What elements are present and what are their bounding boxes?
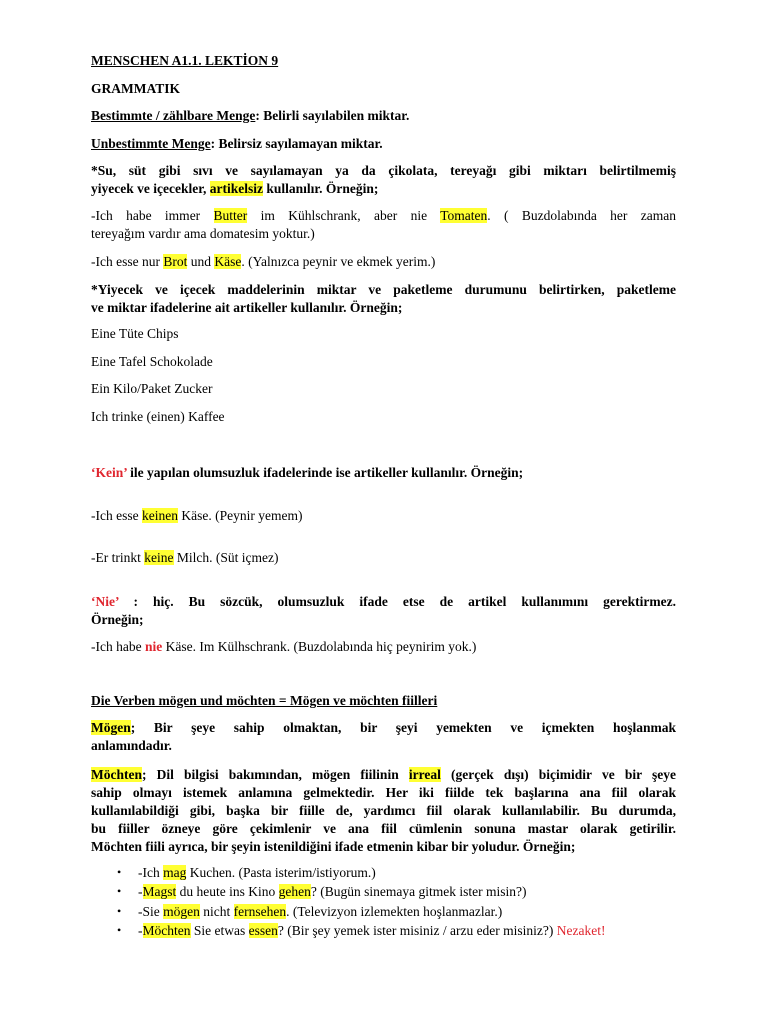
nezaket-note: Nezaket! [556,923,606,938]
packaging-example: Eine Tüte Chips [91,326,179,341]
text: du heute ins Kino [176,884,279,899]
term-unbestimmte: Unbestimmte Menge [91,136,211,151]
text: ? (Bugün sinemaya gitmek ister misin?) [310,884,527,899]
text: -Er trinkt [91,550,145,565]
moechten-line4: bu fiiller özneye göre çekimlenir ve ana fiil cümlenin sonuna mastar olarak getirilir. [91,821,676,836]
text: -Sie [138,904,164,919]
text: (gerçek dışı) biçimidir ve bir şeye [440,767,676,782]
example1-line2: tereyağım vardır ama domatesim yoktur.) [91,226,315,241]
highlight-magst: Magst [142,884,177,899]
text: Sie etwas [190,923,249,938]
section-heading: GRAMMATIK [91,81,180,96]
text: und [187,254,215,269]
text: Käse. (Peynir yemem) [177,508,303,523]
highlight-irreal: irreal [408,767,441,782]
text: Milch. (Süt içmez) [173,550,279,565]
rule1-line1: *Su, süt gibi sıvı ve sayılamayan ya da çikolata, tereyağı gibi miktarı belirtilmemiş [91,163,676,178]
text: ? (Bir şey yemek ister misiniz / arzu eder misiniz?) [277,923,557,938]
text: ; Dil bilgisi bakımından, mögen fiilinin [142,767,409,782]
bullet-icon: • [117,923,122,937]
text: kullanılır. Örneğin; [262,181,379,196]
highlight-keinen: keinen [141,508,178,523]
text: im Kühlschrank, aber nie [247,208,441,223]
highlight-mag: mag [163,865,187,880]
moegen-line2: anlamındadır. [91,738,172,753]
lesson-title: MENSCHEN A1.1. LEKTİON 9 [91,53,279,68]
text: Kuchen. (Pasta isterim/istiyorum.) [186,865,376,880]
highlight-moegen-2: mögen [163,904,200,919]
highlight-fernsehen: fernsehen [233,904,287,919]
highlight-moechten-2: Möchten [142,923,191,938]
bullet-icon: • [117,904,122,918]
text: ; Bir şeye sahip olmaktan, bir şeyi yemekten ve içmekten hoşlanmak [130,720,676,735]
kein-example-2 [91,549,676,566]
packaging-example: Ein Kilo/Paket Zucker [91,381,213,396]
highlight-keine: keine [144,550,174,565]
bullet-item-3 [138,903,502,920]
moechten-line1 [91,766,676,783]
bullet-icon: • [117,884,122,898]
text: - [138,884,143,899]
bullet-item-2 [138,883,526,900]
definition-unbestimmte [91,135,676,152]
moechten-line5: Möchten fiili ayrıca, bir şeyin istenildiğini ifade etmenin kibar bir yoludur. Örneğin; [91,839,576,854]
text: nicht [199,904,234,919]
kein-rule [91,464,676,481]
text: yiyecek ve içecekler, [91,181,210,196]
highlight-brot: Brot [163,254,188,269]
text: ile yapılan olumsuzluk ifadelerinde ise artikeller kullanılır. Örneğin; [126,465,524,480]
bullet-icon: • [117,865,122,879]
highlight-artikelsiz: artikelsiz [209,181,263,196]
highlight-moegen: Mögen [91,720,131,735]
text: . (Televizyon izlemekten hoşlanmazlar.) [286,904,503,919]
text: -Ich habe [91,639,145,654]
nie-rule-line1 [91,593,676,610]
text: -Ich habe immer [91,208,214,223]
nie-word: ‘Nie’ [91,594,119,609]
highlight-essen: essen [248,923,278,938]
nie-rule-line2: Örneğin; [91,612,144,627]
moegen-line1 [91,719,676,736]
text: : hiç. Bu sözcük, olumsuzluk ifade etse de artikel kullanımını gerektirmez. [118,594,676,609]
rule1-line2 [91,180,676,197]
rule2-line2: ve miktar ifadelerine ait artikeller kullanılır. Örneğin; [91,300,403,315]
text: -Ich esse nur [91,254,164,269]
highlight-gehen: gehen [278,884,311,899]
text: . ( Buzdolabında her zaman [487,208,676,223]
text: -Ich [138,865,164,880]
moechten-line2: sahip olmayı istemek anlamına gelmektedir. Her iki fiilde tek başlarına ana fiil olarak [91,785,676,800]
term-bestimmte: Bestimmte / zählbare Menge [91,108,256,123]
definition-bestimmte [91,107,676,124]
packaging-example: Eine Tafel Schokolade [91,354,213,369]
bullet-item-4 [138,922,606,939]
kein-example-1 [91,507,676,524]
def-bestimmte: : Belirli sayılabilen miktar. [255,108,410,123]
nie-red-word: nie [144,639,163,654]
nie-example [91,638,676,655]
example2 [91,253,676,270]
text: -Ich esse [91,508,142,523]
kein-word: ‘Kein’ [91,465,127,480]
bullet-item-1 [138,864,376,881]
moechten-line3: kullanılabildiği gibi, başka bir fiille de, yardımcı fiil olarak kullanılabilir. Bu durumda, [91,803,676,818]
verbs-heading: Die Verben mögen und möchten = Mögen ve möchten fiilleri [91,693,438,708]
text: Käse. Im Külhschrank. (Buzdolabında hiç peynirim yok.) [162,639,477,654]
packaging-example: Ich trinke (einen) Kaffee [91,409,225,424]
highlight-tomaten: Tomaten [440,208,488,223]
def-unbestimmte: : Belirsiz sayılamayan miktar. [210,136,383,151]
highlight-butter: Butter [213,208,248,223]
highlight-moechten: Möchten [91,767,142,782]
text: - [138,923,143,938]
rule2-line1: *Yiyecek ve içecek maddelerinin miktar ve paketleme durumunu belirtirken, paketleme [91,282,676,297]
example1-line1 [91,207,676,224]
highlight-kaese: Käse [214,254,242,269]
text: . (Yalnızca peynir ve ekmek yerim.) [241,254,436,269]
